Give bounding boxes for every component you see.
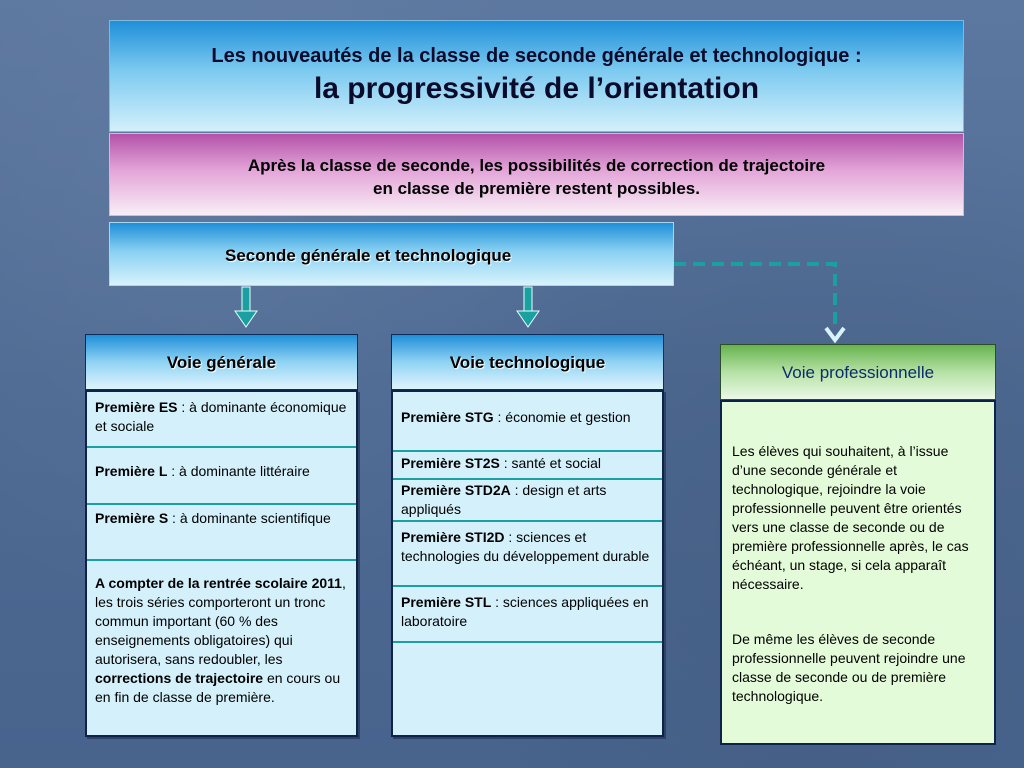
banner-box <box>109 133 964 216</box>
voie-pro-para1: Les élèves qui souhaitent, à l’issue d’une seconde générale et technologique, rejoindre la voie professionnelle peuvent être orientés vers une classe de seconde ou de première professionnelle après, le cas échéant, un stage, si cela apparaît nécessaire. <box>732 443 969 592</box>
divider <box>393 585 662 587</box>
list-item: Première S : à dominante scientifique <box>95 510 331 526</box>
list-item: Première STG : économie et gestion <box>401 409 631 425</box>
voie-pro-para2: De même les élèves de seconde professionnelle peuvent rejoindre une classe de seconde ou de première technologique. <box>732 631 966 704</box>
arrow-to-generale-icon <box>234 287 258 329</box>
list-item: Première ES : à dominante économique et sociale <box>95 399 347 434</box>
list-item: Première ST2S : santé et social <box>401 455 602 471</box>
seconde-box <box>109 222 674 286</box>
divider <box>393 520 662 522</box>
voie-pro-header: Voie professionnelle <box>720 344 996 400</box>
list-item: Première L : à dominante littéraire <box>95 463 310 479</box>
list-item: Première STD2A : design et arts appliqués <box>401 482 607 517</box>
banner-line1: Après la classe de seconde, les possibilités de correction de trajectoire <box>247 156 826 175</box>
divider <box>393 641 662 643</box>
voie-pro-body <box>720 400 996 745</box>
dashed-arrow-to-pro-icon <box>674 258 854 348</box>
divider <box>393 478 662 480</box>
title-line1: Les nouveautés de la classe de seconde générale et technologique : <box>211 45 862 67</box>
banner-line2: en classe de première restent possibles. <box>373 179 700 198</box>
voie-techno-body <box>391 390 664 737</box>
note-text: A compter de la rentrée scolaire 2011, les trois séries comporteront un tronc commun important (60 % des enseignements obligatoires) qui autorisera, sans redoubler, les corrections de trajectoire en cours ou en fin de classe de première. <box>95 575 346 705</box>
list-item: Première STI2D : sciences et technologies du développement durable <box>401 529 650 564</box>
voie-generale-header: Voie générale <box>85 334 358 390</box>
arrow-to-techno-icon <box>516 287 540 329</box>
seconde-label: Seconde générale et technologique <box>225 246 512 265</box>
title-line2: la progressivité de l’orientation <box>313 72 760 105</box>
list-item: Première STL : sciences appliquées en laboratoire <box>401 594 649 629</box>
voie-generale-body <box>85 390 358 737</box>
divider <box>87 559 356 561</box>
divider <box>87 446 356 448</box>
title-box <box>109 20 964 132</box>
divider <box>87 503 356 505</box>
divider <box>393 450 662 452</box>
voie-techno-header: Voie technologique <box>391 334 664 390</box>
